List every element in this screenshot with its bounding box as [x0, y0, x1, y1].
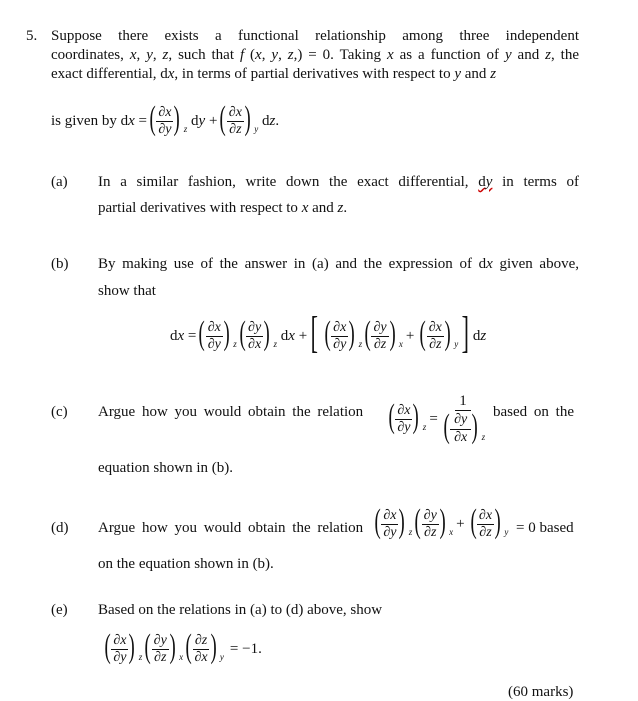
part-e-relation: ( $\frac{\partial x}{\partial y}$ ) z ( $\frac{\partial y}{\partial z}$ ) x ( $\frac{\partial z}{\partial x}$ ) y = −1.: [104, 628, 262, 665]
part-a-line-1: In a similar fashion, write down the exact differential, dy in terms of: [98, 174, 579, 190]
part-d-line-2: on the equation shown in (b).: [98, 556, 274, 572]
part-c-line-2: equation shown in (b).: [98, 460, 233, 476]
given-suffix: .: [275, 112, 280, 129]
part-d-label: (d): [51, 520, 69, 536]
intro-line-1: Suppose there exists a functional relationship among three independent: [51, 28, 579, 44]
question-number: 5.: [26, 28, 38, 44]
part-c-suffix: based on the: [493, 404, 574, 420]
part-d-line-1: Argue how you would obtain the relation: [98, 520, 364, 536]
part-a-line-2: partial derivatives with respect to x and z.: [98, 200, 348, 216]
part-c-label: (c): [51, 404, 68, 420]
part-b-line-2: show that: [98, 283, 156, 299]
part-a-label: (a): [51, 174, 68, 190]
part-b-equation: dx = ( $\frac{\partial x}{\partial y}$ ) z ( $\frac{\partial y}{\partial x}$ ) z dx + [ ( $\frac{\partial x}{\partial y}$ ) z ( $\frac{\partial y}{\partial z}$ ) x + ( $\frac{\partial x}{\partial z}$ ) y ] dz: [170, 308, 487, 357]
part-b-label: (b): [51, 256, 69, 272]
intro-line-2: coordinates, x, y, z, such that f (x, y, z,) = 0. Taking x as a function of y and z, the: [51, 47, 580, 63]
given-dx-equation: is given by dx = ( $\frac{\partial x}{\partial y}$ ) z dy + ( $\frac{\partial x}{\partial z}$ ) y dz .: [51, 100, 280, 137]
part-d-relation: ( $\frac{\partial x}{\partial y}$ ) z ( $\frac{\partial y}{\partial z}$ ) x + ( $\frac{\partial x}{\partial z}$ ) y: [374, 503, 509, 540]
intro-line-3: exact differential, dx, in terms of partial derivatives with respect to y and z: [51, 66, 497, 82]
marks-fragment: (60 marks): [508, 684, 574, 700]
part-b-line-1: By making use of the answer in (a) and the expression of dx given above,: [98, 256, 579, 272]
part-d-suffix: = 0 based: [516, 520, 574, 536]
part-c-line-1: Argue how you would obtain the relation: [98, 404, 364, 420]
given-prefix: is given by: [51, 112, 117, 129]
part-e-label: (e): [51, 602, 68, 618]
part-e-line-1: Based on the relations in (a) to (d) above, show: [98, 602, 383, 618]
part-e-suffix: = −1.: [229, 640, 262, 657]
part-c-relation: ( $\frac{\partial x}{\partial y}$ ) z = 1 ( $\frac{\partial y}{\partial x}$ ) z: [388, 393, 486, 445]
